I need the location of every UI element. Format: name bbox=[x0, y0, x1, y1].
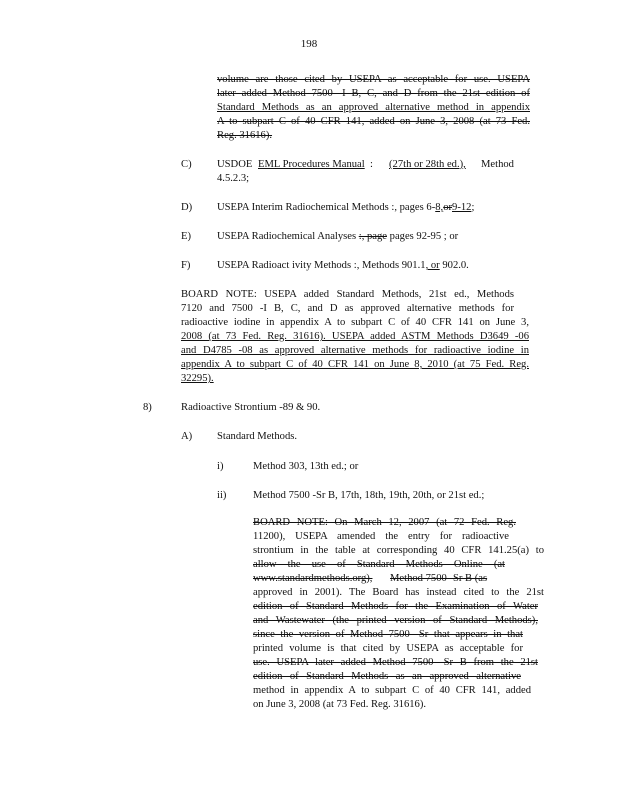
note-line: since the version of Method 7500 -Sr that appears in that bbox=[253, 629, 523, 640]
item-text: Method bbox=[481, 159, 514, 170]
note-line: edition of Standard Methods as an approved alternative bbox=[253, 671, 521, 682]
note-line: approved in 2001). The Board has instead cited to the 21st bbox=[253, 587, 544, 598]
subitem-text: Method 303, 13th ed.; or bbox=[253, 461, 359, 472]
note-line: on June 3, 2008 (at 73 Fed. Reg. 31616). bbox=[253, 699, 427, 710]
note-line: Method 7500 -Sr B (as bbox=[390, 573, 488, 584]
item-text-underlined: 8, bbox=[435, 202, 444, 213]
item-label: C) bbox=[181, 159, 192, 170]
note-line: method in appendix A to subpart C of 40 CFR 141, added bbox=[253, 685, 531, 696]
note-line: appendix A to subpart C of 40 CFR 141 on June 8, 2010 (at 75 Fed. Reg. bbox=[181, 359, 529, 370]
item-text-struck: or bbox=[443, 202, 453, 213]
item-f bbox=[217, 259, 469, 273]
item-text: USDOE bbox=[217, 159, 253, 170]
note-line: radioactive iodine in appendix A to subpart C of 40 CFR 141 on June 3, bbox=[181, 317, 529, 328]
note-line: BOARD NOTE: USEPA added Standard Methods, 21st ed., Methods bbox=[181, 289, 514, 300]
note-line: 7120 and 7500 -I B, C, and D as approved alternative methods for bbox=[181, 303, 514, 314]
intro-line: volume are those cited by USEPA as acceptable for use. USEPA bbox=[217, 74, 530, 85]
item-text: : bbox=[370, 159, 373, 170]
item-e bbox=[217, 230, 458, 244]
intro-line: Standard Methods as an approved alternative method in appendix bbox=[217, 102, 530, 113]
intro-line: Reg. 31616). bbox=[217, 130, 273, 141]
item-text: USEPA Radioact ivity Methods :, Methods 901.1 bbox=[217, 260, 426, 271]
note-line: strontium in the table at corresponding 40 CFR 141.25(a) to bbox=[253, 545, 544, 556]
section-title: Radioactive Strontium -89 & 90. bbox=[181, 402, 321, 413]
subitem-label: i) bbox=[217, 461, 224, 472]
note-line: and Wastewater (the printed version of Standard Methods), bbox=[253, 615, 538, 626]
note-line: printed volume is that cited by USEPA as acceptable for bbox=[253, 643, 523, 654]
note-line: edition of Standard Methods for the Examination of Water bbox=[253, 601, 538, 612]
section-label: 8) bbox=[143, 402, 152, 413]
item-label: D) bbox=[181, 202, 193, 213]
page-number: 198 bbox=[300, 38, 318, 50]
item-text: USEPA Interim Radiochemical Methods :, pages 6- bbox=[217, 202, 436, 213]
note-line: 2008 (at 73 Fed. Reg. 31616). USEPA added ASTM Methods D3649 -06 bbox=[181, 331, 529, 342]
subitem-text: Method 7500 -Sr B, 17th, 18th, 19th, 20th, or 21st ed.; bbox=[253, 490, 485, 501]
item-text: USEPA Radiochemical Analyses bbox=[217, 231, 357, 242]
subitem-label: ii) bbox=[217, 490, 227, 501]
item-d bbox=[217, 201, 474, 215]
note-line: use. USEPA later added Method 7500 -Sr B from the 21st bbox=[253, 657, 538, 668]
note-line: allow the use of Standard Methods Online (at bbox=[253, 559, 505, 570]
item-text: (27th or 28th ed.), bbox=[389, 159, 466, 170]
subsection-label: A) bbox=[181, 431, 193, 442]
item-text: pages 92-95 ; or bbox=[389, 231, 459, 242]
item-text-underlined: , or bbox=[425, 260, 440, 271]
note-line: 32295). bbox=[181, 373, 214, 384]
item-text-underlined: 9-12 bbox=[452, 202, 472, 213]
item-text: 4.5.2.3; bbox=[217, 173, 250, 184]
note-line: and D4785 -08 as approved alternative methods for radioactive iodine in bbox=[181, 345, 529, 356]
item-text: 902.0. bbox=[442, 260, 469, 271]
intro-line: later added Method 7500 -I B, C, and D from the 21st edition of bbox=[217, 88, 530, 99]
item-text-struck: :, page bbox=[358, 231, 387, 242]
item-label: F) bbox=[181, 260, 191, 271]
subsection-title: Standard Methods. bbox=[217, 431, 298, 442]
note-line: BOARD NOTE: On March 12, 2007 (at 72 Fed. Reg. bbox=[253, 517, 516, 528]
note-line: 11200), USEPA amended the entry for radioactive bbox=[253, 531, 509, 542]
item-label: E) bbox=[181, 231, 191, 242]
note-line: www.standardmethods.org), bbox=[253, 573, 373, 584]
intro-line: A to subpart C of 40 CFR 141, added on June 3, 2008 (at 73 Fed. bbox=[217, 116, 530, 127]
item-text: ; bbox=[471, 202, 475, 213]
item-text: EML Procedures Manual bbox=[258, 159, 365, 170]
